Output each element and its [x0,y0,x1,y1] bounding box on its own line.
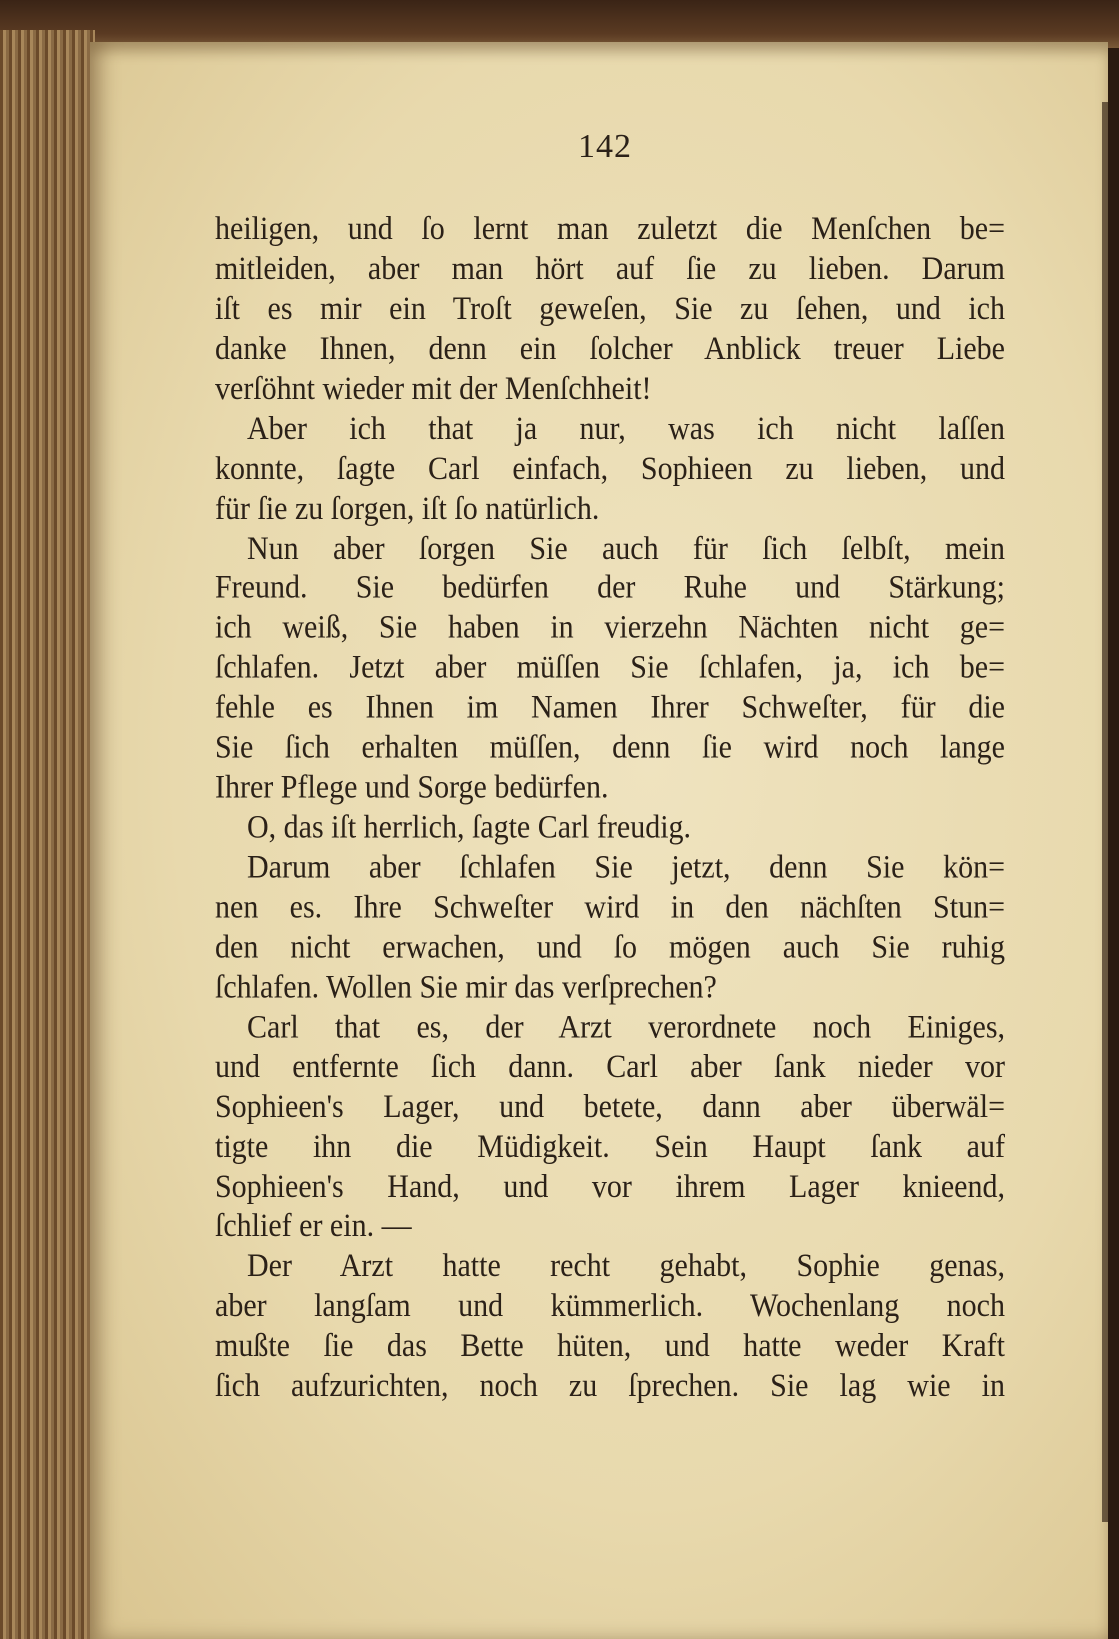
text-line: ſchlief er ein. — [215,1208,412,1245]
text-line: nen es. Ihre Schweſter wird in den nächſten Stun= [215,889,1005,925]
text-line: ich weiß, Sie haben in vierzehn Nächten nicht ge= [215,610,1005,646]
text-line: konnte, ſagte Carl einfach, Sophieen zu lieben, und [215,450,1005,487]
text-line: und entfernte ſich dann. Carl aber ſank nieder vor [215,1048,1005,1085]
text-line: ſich aufzurichten, noch zu ſprechen. Sie lag wie in [215,1367,1005,1404]
text-line: iſt es mir ein Troſt geweſen, Sie zu ſehen, und ich [215,290,1005,327]
text-line: Sophieen's Hand, und vor ihrem Lager knieend, [215,1168,1005,1205]
text-line: Sie ſich erhalten müſſen, denn ſie wird noch lange [215,729,1005,766]
text-line: ſchlafen. Wollen Sie mir das verſprechen? [215,969,717,1005]
text-line: Sophieen's Lager, und betete, dann aber überwäl= [215,1088,1005,1125]
text-line: Ihrer Pflege und Sorge bedürfen. [215,769,609,806]
text-line: Carl that es, der Arzt verordnete noch Einiges, [247,1008,1005,1045]
text-line: Aber ich that ja nur, was ich nicht laſſen [247,410,1005,447]
text-line: Der Arzt hatte recht gehabt, Sophie genas, [247,1248,1005,1284]
text-line: Nun aber ſorgen Sie auch für ſich ſelbſt, mein [247,530,1005,566]
text-line: den nicht erwachen, und ſo mögen auch Sie ruhig [215,929,1005,965]
text-line: tigte ihn die Müdigkeit. Sein Haupt ſank auf [215,1128,1005,1165]
body-text [215,210,1005,1407]
text-line: Darum aber ſchlafen Sie jetzt, denn Sie kön= [247,849,1005,885]
text-line: aber langſam und kümmerlich. Wochenlang noch [215,1288,1005,1324]
text-line: Freund. Sie bedürfen der Ruhe und Stärkung; [215,570,1005,606]
book-top-edge [0,0,1119,48]
page-number: 142 [578,128,632,165]
text-line: fehle es Ihnen im Namen Ihrer Schweſter, für die [215,689,1005,726]
text-line: ſchlafen. Jetzt aber müſſen Sie ſchlafen, ja, ich be= [215,649,1005,686]
page-gutter-shadow [1102,102,1108,1522]
text-line: verſöhnt wieder mit der Menſchheit! [215,370,652,407]
text-line: für ſie zu ſorgen, iſt ſo natürlich. [215,490,600,526]
text-line: O, das iſt herrlich, ſagte Carl freudig. [247,809,692,846]
text-line: danke Ihnen, denn ein ſolcher Anblick treuer Liebe [215,330,1005,367]
text-line: mußte ſie das Bette hüten, und hatte weder Kraft [215,1328,1005,1364]
book-page-edges [0,30,95,1639]
text-line: mitleiden, aber man hört auf ſie zu lieben. Darum [215,250,1005,287]
text-line: heiligen, und ſo lernt man zuletzt die Menſchen be= [215,211,1005,247]
